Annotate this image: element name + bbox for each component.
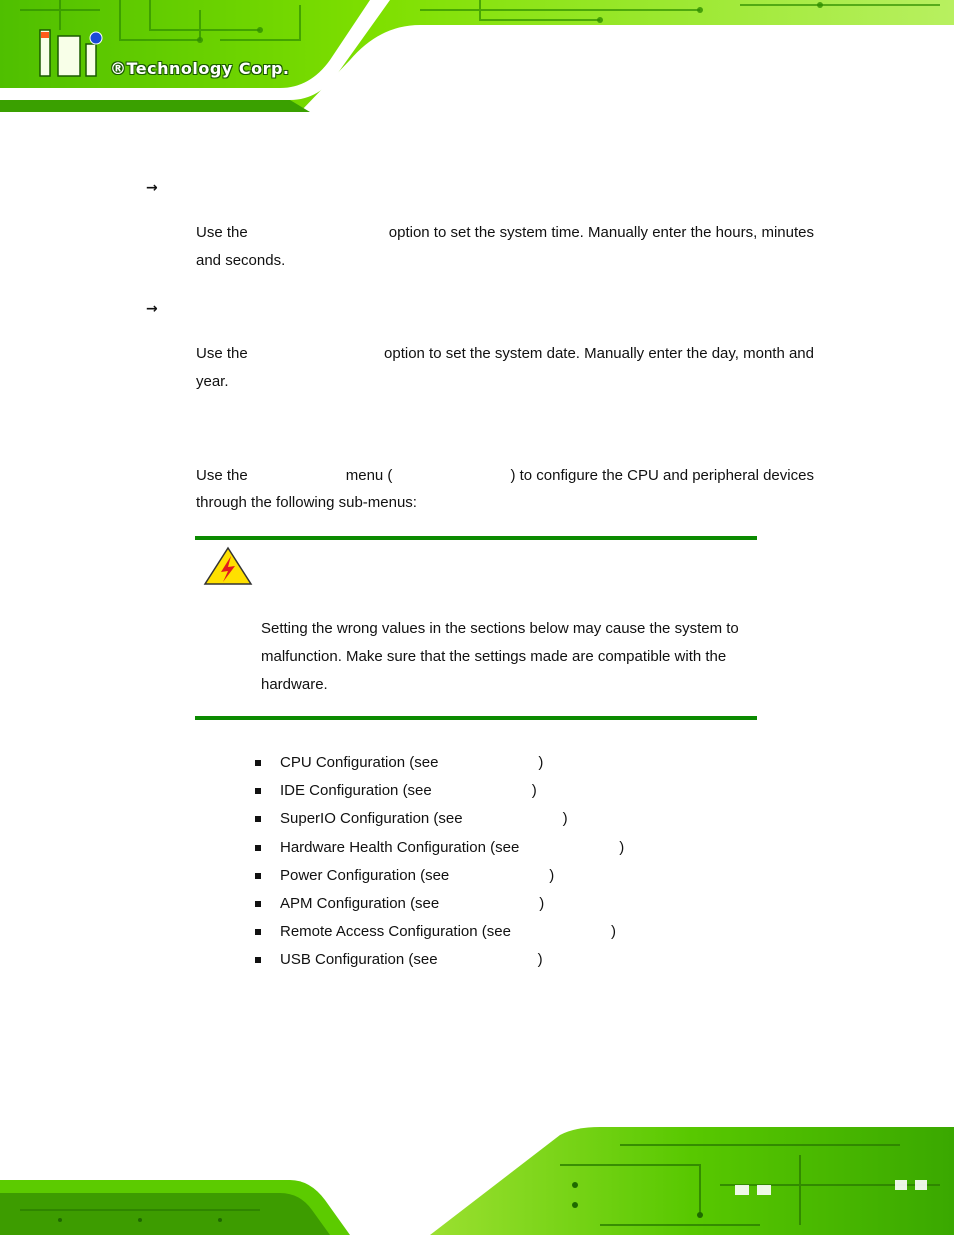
bullet-icon (255, 873, 261, 879)
list-item: IDE Configuration (see ) (255, 777, 624, 805)
warning-bottom-rule (195, 716, 757, 720)
intro-part-2: menu ( (345, 467, 393, 484)
advanced-menu-intro (196, 462, 814, 516)
system-date-paragraph (196, 340, 814, 396)
bullet-icon (255, 845, 261, 851)
warning-triangle-icon (203, 546, 253, 586)
paragraph-text-start: Use the (196, 345, 248, 362)
bullet-icon (255, 816, 261, 822)
list-item: Power Configuration (see ) (255, 862, 624, 890)
intro-line-2: through the following sub-menus: (196, 494, 417, 511)
paragraph-line-2: and seconds. (196, 252, 286, 269)
bullet-icon (255, 901, 261, 907)
paragraph-line-2: year. (196, 373, 229, 390)
warning-top-rule (195, 536, 757, 540)
list-item: APM Configuration (see ) (255, 890, 624, 918)
list-item: USB Configuration (see ) (255, 946, 624, 974)
arrow-icon: → (146, 180, 158, 196)
intro-part-3: ) to configure the CPU and peripheral devices (510, 467, 814, 484)
header-banner (0, 0, 954, 112)
paragraph-text-end: option to set the system date. Manually enter the day, month and (384, 345, 814, 362)
intro-part-1: Use the (196, 467, 248, 484)
list-item: Remote Access Configuration (see ) (255, 918, 624, 946)
paragraph-text-start: Use the (196, 224, 248, 241)
submenu-list (255, 749, 624, 975)
system-time-paragraph (196, 219, 814, 275)
paragraph-text-end: option to set the system time. Manually enter the hours, minutes (388, 224, 814, 241)
list-item: CPU Configuration (see ) (255, 749, 624, 777)
bullet-icon (255, 760, 261, 766)
list-item: SuperIO Configuration (see ) (255, 805, 624, 833)
arrow-icon: → (146, 301, 158, 317)
logo-text: ®Technology Corp. (110, 59, 290, 78)
list-item: Hardware Health Configuration (see ) (255, 834, 624, 862)
footer-banner (0, 1125, 954, 1235)
bullet-icon (255, 929, 261, 935)
warning-text: Setting the wrong values in the sections below may cause the system to malfunction. Make sure that the settings made are compatible with the hardware. (261, 620, 739, 693)
bullet-icon (255, 788, 261, 794)
bullet-icon (255, 957, 261, 963)
